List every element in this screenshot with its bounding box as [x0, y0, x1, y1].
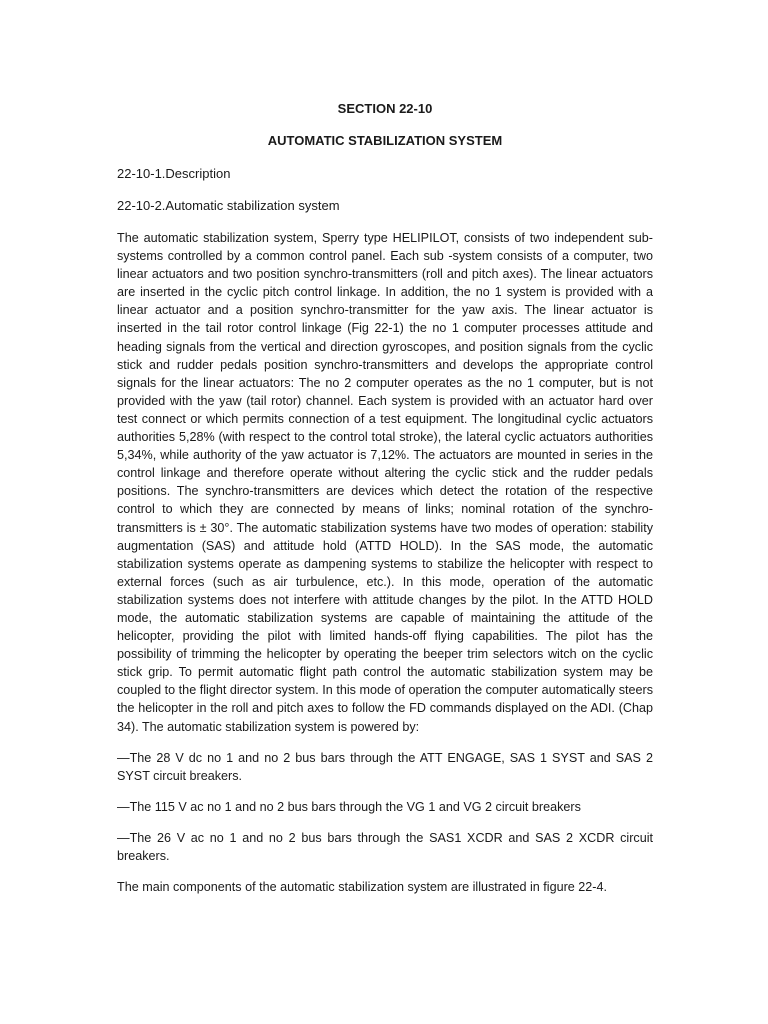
power-item-115v-ac: —The 115 V ac no 1 and no 2 bus bars through the VG 1 and VG 2 circuit breakers [117, 799, 581, 814]
power-item-26v-ac: —The 26 V ac no 1 and no 2 bus bars through the SAS1 XCDR and SAS 2 XCDR circuit breakers. [117, 830, 653, 863]
closing-sentence: The main components of the automatic stabilization system are illustrated in figure 22-4. [117, 880, 608, 895]
section-title: AUTOMATIC STABILIZATION SYSTEM [267, 133, 503, 148]
power-item-28v-dc: —The 28 V dc no 1 and no 2 bus bars through the ATT ENGAGE, SAS 1 SYST and SAS 2 SYST circuit breakers. [117, 750, 653, 783]
section-number: SECTION 22-10 [337, 101, 433, 116]
body-paragraph: The automatic stabilization system, Sperry type HELIPILOT, consists of two independent sub-systems controlled by a common control panel. Each sub -system consists of a computer, two linear actuators and two position synchro-transmitters (roll and pitch axes). The linear actuators are inserted in the cyclic pitch control linkage. In addition, the no 1 system is provided with a linear actuator and a position synchro-transmitter for the yaw axis. The linear actuator is inserted in the tail rotor control linkage (Fig 22-1) the no 1 computer processes attitude and heading signals from the vertical and direction gyroscopes, and position signals from the cyclic stick and rudder pedals position synchro-transmitters and develops the appropriate control signals for the linear actuators: The no 2 computer operates as the no 1 computer, but is not provided with the yaw (tail rotor) channel. Each system is provided with an actuator hard over test connect or which permits connection of a test equipment. The longitudinal cyclic actuators authorities 5,28% (with respect to the control total stroke), the lateral cyclic actuators authorities 5,34%, while authority of the yaw actuator is 7,12%. The actuators are mounted in series in the control linkage and therefore operate without altering the cyclic stick and the rudder pedals positions. The synchro-transmitters are devices which detect the rotation of the respective control to which they are connected by means of links; nominal rotation of the synchro-transmitters is ± 30°. The automatic stabilization systems have two modes of operation: stability augmentation (SAS) and attitude hold (ATTD HOLD). In the SAS mode, the automatic stabilization systems operate as dampening systems to stabilize the helicopter with respect to external forces (such as air turbulence, etc.). In this mode, operation of the automatic stabilization systems does not interfere with attitude changes by the pilot. In the ATTD HOLD mode, the automatic stabilization systems are capable of maintaining the attitude of the helicopter, providing the pilot with limited hands-off flying capabilities. The pilot has the possibility of trimming the helicopter by operating the beeper trim selectors witch on the cyclic stick grip. To permit automatic flight path control the automatic stabilization system may be coupled to the flight director system. In this mode of operation the computer automatically steers the helicopter in the roll and pitch axes to follow the FD commands displayed on the ADI. (Chap 34). The automatic stabilization system is powered by: [117, 231, 653, 734]
heading-description: 22-10-1.Description [117, 166, 231, 181]
heading-automatic-stabilization-system: 22-10-2.Automatic stabilization system [117, 198, 340, 213]
